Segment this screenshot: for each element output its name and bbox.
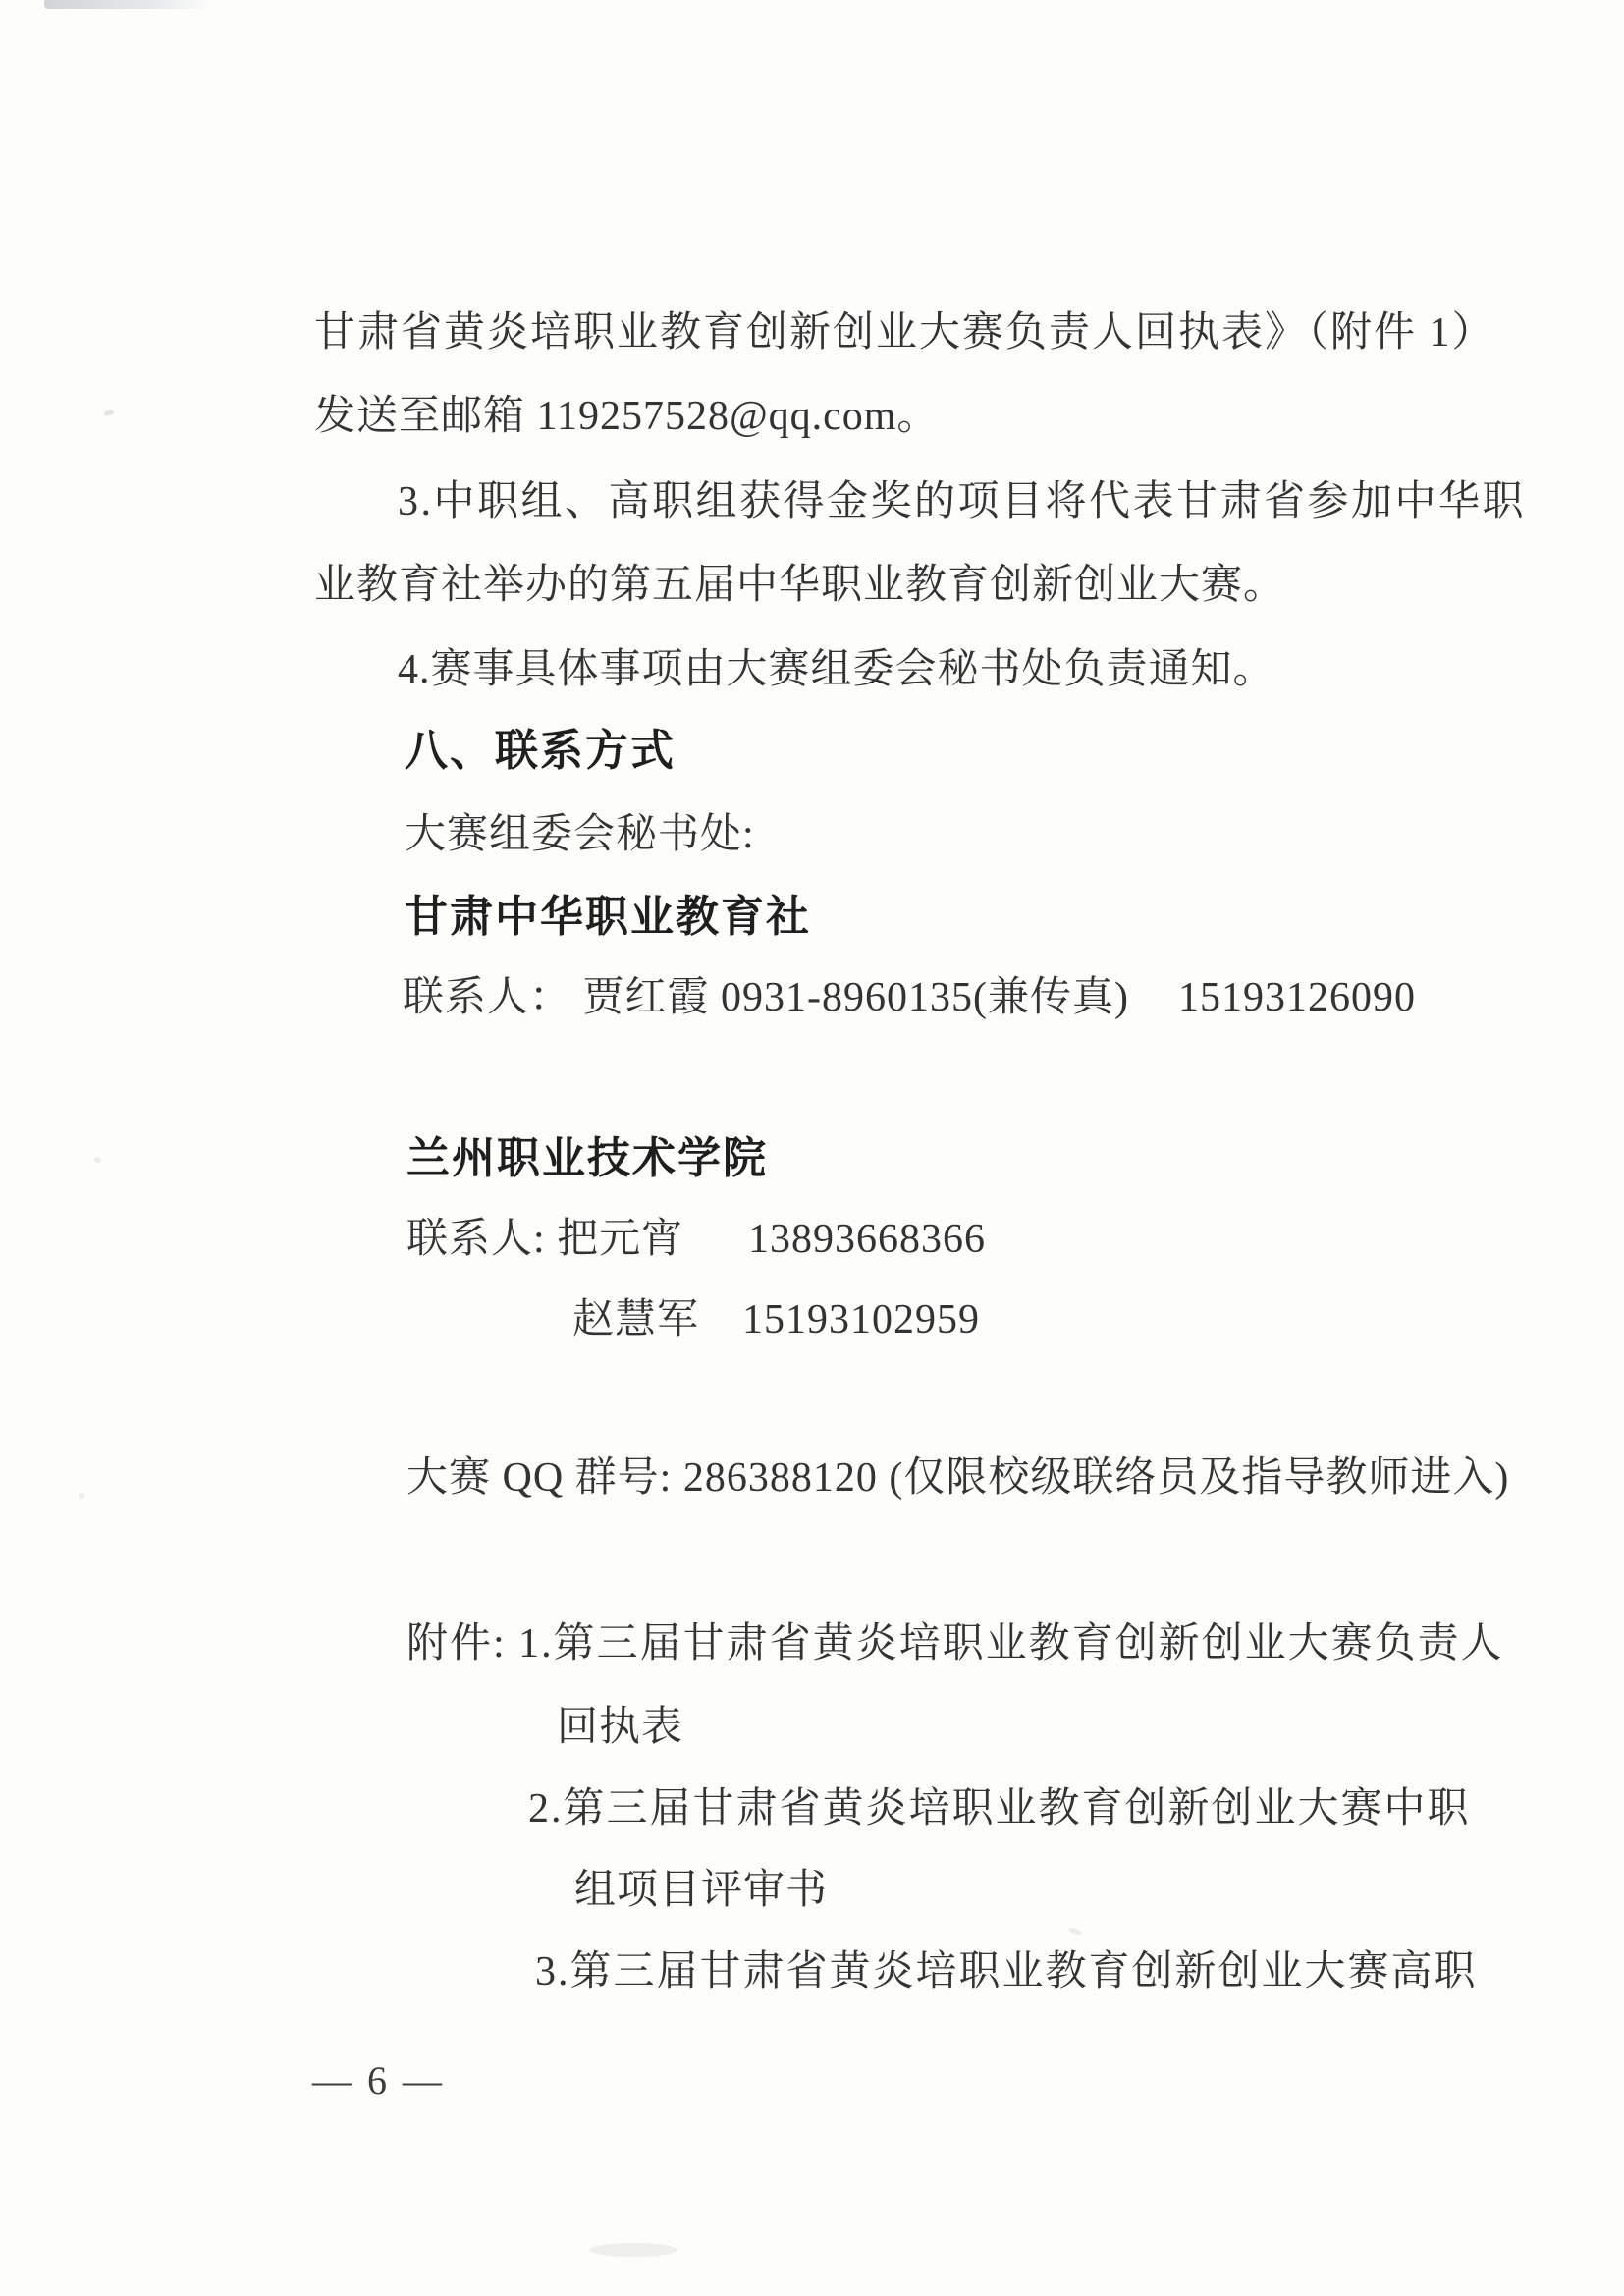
attachment-item2-line1: 2.第三届甘肃省黄炎培职业教育创新创业大赛中职 — [528, 1786, 1471, 1831]
attachment-item2-line2: 组项目评审书 — [574, 1868, 829, 1913]
body-line-receipt-title: 甘肃省黄炎培职业教育创新创业大赛负责人回执表》（附件 1） — [314, 310, 1495, 355]
contact-org2-name: 兰州职业技术学院 — [406, 1134, 768, 1182]
contact-org2-person1: 联系人: 把元宵 — [406, 1217, 684, 1262]
contact-secretariat-label: 大赛组委会秘书处: — [405, 812, 755, 857]
contact-org2-person2: 赵慧军 — [572, 1297, 700, 1342]
contact-qq-group-line: 大赛 QQ 群号: 286388120 (仅限校级联络员及指导教师进入) — [406, 1455, 1510, 1501]
contact-org1-person-phone: 联系人： 贾红霞 0931-8960135(兼传真) — [403, 975, 1129, 1020]
contact-org2-person1-phone: 13893668366 — [748, 1217, 986, 1262]
contact-org1-mobile: 15193126090 — [1178, 975, 1416, 1020]
body-line-email: 发送至邮箱 119257528@qq.com。 — [314, 394, 940, 439]
scan-speck — [94, 1157, 101, 1163]
attachment-item1-line2: 回执表 — [557, 1705, 684, 1750]
body-line-item3-1: 3.中职组、高职组获得金奖的项目将代表甘肃省参加中华职 — [398, 479, 1527, 524]
contact-org2-person2-phone: 15193102959 — [742, 1297, 980, 1342]
section-heading-contact: 八、联系方式 — [405, 727, 676, 775]
scan-speck — [79, 1493, 84, 1499]
scan-smudge-top — [44, 0, 211, 9]
page-number: — 6 — — [312, 2058, 445, 2103]
contact-org1-name: 甘肃中华职业教育社 — [405, 893, 811, 941]
body-line-item4: 4.赛事具体事项由大赛组委会秘书处负责通知。 — [398, 647, 1275, 692]
attachment-item3-line1: 3.第三届甘肃省黄炎培职业教育创新创业大赛高职 — [535, 1949, 1478, 1995]
scan-speck — [1068, 1927, 1083, 1936]
attachment-item1-line1: 附件: 1.第三届甘肃省黄炎培职业教育创新创业大赛负责人 — [406, 1621, 1504, 1667]
body-line-item3-2: 业教育社举办的第五届中华职业教育创新创业大赛。 — [314, 563, 1286, 608]
scan-smudge-bottom — [589, 2243, 677, 2257]
scan-speck — [104, 410, 115, 416]
